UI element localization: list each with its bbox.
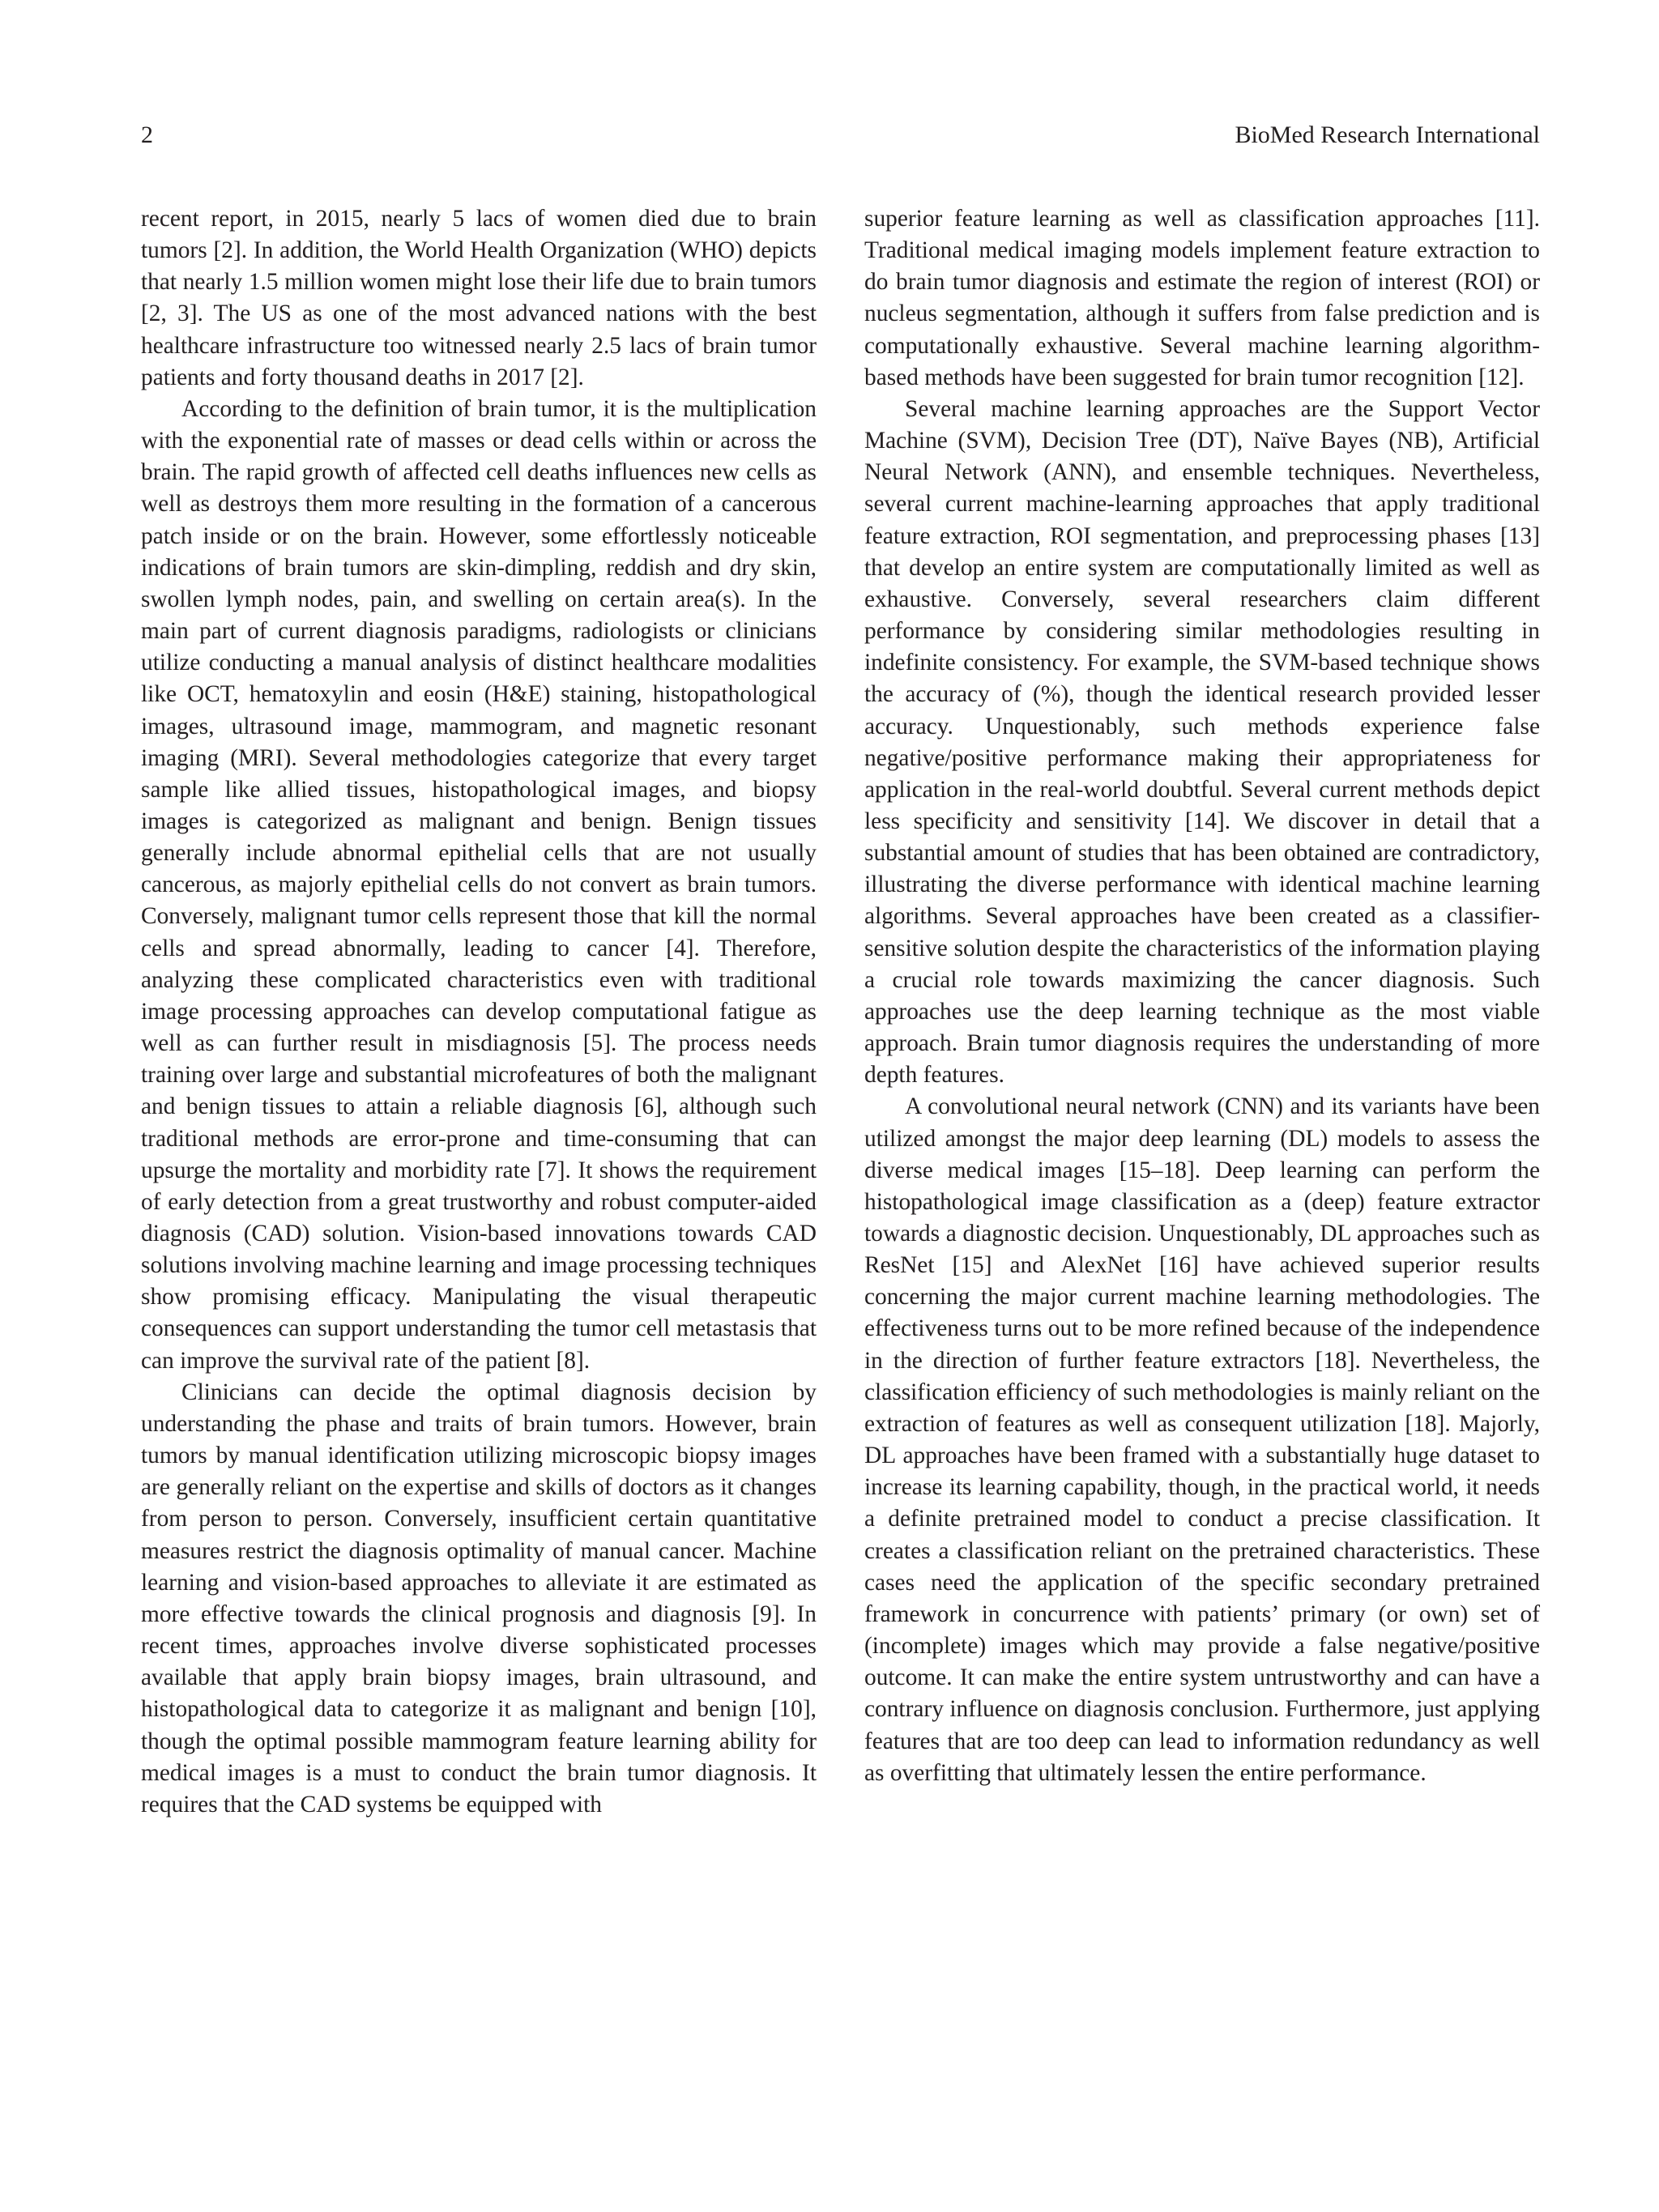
paragraph: According to the definition of brain tumor, it is the multiplication with the exponential rate of masses or dead cells within or across the brain. The rapid growth of affected cell deaths influences new cells as well as destroys them more resulting in the formation of a cancerous patch inside or on the brain. However, some effortlessly noticeable indications of brain tumors are skin-dimpling, reddish and dry skin, swollen lymph nodes, pain, and swelling on certain area(s). In the main part of current diagnosis paradigms, radiologists or clinicians utilize conducting a manual analysis of distinct healthcare modalities like OCT, hematoxylin and eosin (H&E) staining, histopathological images, ultrasound image, mammogram, and magnetic resonant imaging (MRI). Several methodologies categorize that every target sample like allied tissues, histopathological images, and biopsy images is categorized as malignant and benign. Benign tissues generally include abnormal epithelial cells that are not usually cancerous, as majorly epithelial cells do not convert as brain tumors. Conversely, malignant tumor cells represent those that kill the normal cells and spread abnormally, leading to cancer [4]. Therefore, analyzing these complicated characteristics even with traditional image processing approaches can develop computational fatigue as well as can further result in misdiagnosis [5]. The process needs training over large and substantial microfeatures of both the malignant and benign tissues to attain a reliable diagnosis [6], although such traditional methods are error-prone and time-consuming that can upsurge the mortality and morbidity rate [7]. It shows the requirement of early detection from a great trustworthy and robust computer-aided diagnosis (CAD) solution. Vision-based innovations towards CAD solutions involving machine learning and image processing techniques show promising efficacy. Manipulating the visual therapeutic consequences can support understanding the tumor cell metastasis that can improve the survival rate of the patient [8]. [141, 395, 817, 1374]
journal-name: BioMed Research International [1235, 121, 1540, 148]
page-number: 2 [141, 121, 153, 148]
paragraph: superior feature learning as well as classification approaches [11]. Traditional medical imaging models implement feature extraction to do brain tumor diagnosis and estimate the region of interest (ROI) or nucleus segmentation, although it suffers from false prediction and is computationally exhaustive. Several machine learning algorithm-based methods have been suggested for brain tumor recognition [12]. [864, 206, 1540, 390]
left-column [141, 203, 817, 1821]
paragraph: Clinicians can decide the optimal diagnosis decision by understanding the phase and traits of brain tumors. However, brain tumors by manual identification utilizing microscopic biopsy images are generally reliant on the expertise and skills of doctors as it changes from person to person. Conversely, insufficient certain quantitative measures restrict the diagnosis optimality of manual cancer. Machine learning and vision-based approaches to alleviate it are estimated as more effective towards the clinical prognosis and diagnosis [9]. In recent times, approaches involve diverse sophisticated processes available that apply brain biopsy images, brain ultrasound, and histopathological data to categorize it as malignant and benign [10], though the optimal possible mammogram feature learning ability for medical images is a must to conduct the brain tumor diagnosis. It requires that the CAD systems be equipped with [141, 1379, 817, 1818]
paragraph: A convolutional neural network (CNN) and its variants have been utilized amongst the major deep learning (DL) models to assess the diverse medical images [15–18]. Deep learning can perform the histopathological image classification as a (deep) feature extractor towards a diagnostic decision. Unquestionably, DL approaches such as ResNet [15] and AlexNet [16] have achieved superior results concerning the major current machine learning methodologies. The effectiveness turns out to be more refined because of the independence in the direction of further feature extractors [18]. Nevertheless, the classification efficiency of such methodologies is mainly reliant on the extraction of features as well as consequent utilization [18]. Majorly, DL approaches have been framed with a substantially huge dataset to increase its learning capability, though, in the practical world, it needs a definite pretrained model to conduct a precise classification. It creates a classification reliant on the pretrained characteristics. These cases need the application of the specific secondary pretrained framework in concurrence with patients’ primary (or own) set of (incomplete) images which may provide a false negative/positive outcome. It can make the entire system untrustworthy and can have a contrary influence on diagnosis conclusion. Furthermore, just applying features that are too deep can lead to information redundancy as well as overfitting that ultimately lessen the entire performance. [864, 1093, 1540, 1786]
paragraph: Several machine learning approaches are the Support Vector Machine (SVM), Decision Tree (DT), Naïve Bayes (NB), Artificial Neural Network (ANN), and ensemble techniques. Nevertheless, several current machine-learning approaches that apply traditional feature extraction, ROI segmentation, and preprocessing phases [13] that develop an entire system are computationally limited as well as exhaustive. Conversely, several researchers claim different performance by considering similar methodologies resulting in indefinite consistency. For example, the SVM-based technique shows the accuracy of (%), though the identical research provided lesser accuracy. Unquestionably, such methods experience false negative/positive performance making their appropriateness for application in the real-world doubtful. Several current methods depict less specificity and sensitivity [14]. We discover in detail that a substantial amount of studies that has been obtained are contradictory, illustrating the diverse performance with identical machine learning algorithms. Several approaches have been created as a classifier-sensitive solution despite the characteristics of the information playing a crucial role towards maximizing the cancer diagnosis. Such approaches use the deep learning technique as the most viable approach. Brain tumor diagnosis requires the understanding of more depth features. [864, 395, 1540, 1089]
paragraph: recent report, in 2015, nearly 5 lacs of women died due to brain tumors [2]. In addition, the World Health Organization (WHO) depicts that nearly 1.5 million women might lose their life due to brain tumors [2, 3]. The US as one of the most advanced nations with the best healthcare infrastructure too witnessed nearly 2.5 lacs of brain tumor patients and forty thousand deaths in 2017 [2]. [141, 206, 817, 390]
right-column [864, 203, 1540, 1789]
running-head [141, 118, 1540, 152]
